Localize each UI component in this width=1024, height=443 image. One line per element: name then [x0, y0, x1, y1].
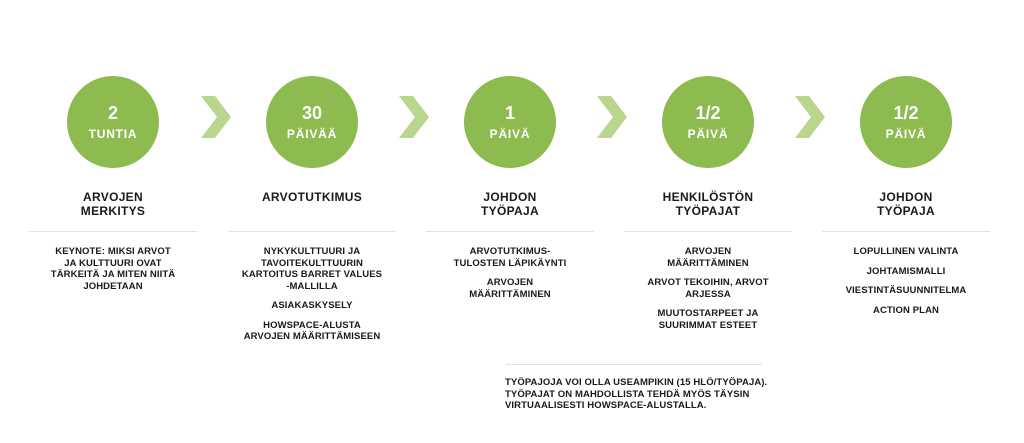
step-4-number: 1/2: [695, 103, 721, 123]
item-line: HOWSPACE-ALUSTA: [263, 319, 361, 331]
step-1-divider: [29, 231, 197, 232]
step-3-title: [425, 190, 595, 218]
step-3-unit: PÄIVÄ: [489, 127, 531, 141]
step-2-title-line: ARVOTUTKIMUS: [261, 190, 363, 204]
step-2-unit: PÄIVÄÄ: [286, 127, 338, 141]
item-line: KARTOITUS BARRET VALUES: [241, 269, 383, 280]
list-item: [226, 300, 398, 312]
step-4-divider: [624, 231, 792, 232]
step-4-unit: PÄIVÄ: [687, 127, 729, 141]
list-item: [424, 246, 596, 269]
list-item: [820, 246, 992, 258]
list-item: [622, 246, 794, 269]
item-line: MUUTOSTARPEET JA: [657, 308, 759, 319]
item-line: LOPULLINEN VALINTA: [853, 246, 959, 257]
step-2-items: [226, 246, 398, 351]
step-4-title-line: HENKILÖSTÖN: [662, 190, 754, 204]
note-line: TYÖPAJAT ON MAHDOLLISTA TEHDÄ MYÖS TÄYSIN: [505, 388, 750, 400]
list-item: [820, 305, 992, 317]
item-line: ASIAKASKYSELY: [271, 300, 353, 311]
step-5-title: [821, 190, 991, 218]
workshop-note: [505, 377, 835, 412]
step-1-unit: TUNTIA: [88, 127, 138, 141]
step-1-title: [28, 190, 198, 218]
item-line: JA KULTTUURI OVAT: [64, 257, 162, 269]
item-line: KEYNOTE: MIKSI ARVOT: [55, 246, 171, 257]
item-line: ARVOT TEKOIHIN, ARVOT: [647, 277, 769, 288]
step-5-items: [820, 246, 992, 324]
step-3-divider: [426, 231, 594, 232]
item-line: TÄRKEITÄ JA MITEN NIITÄ: [50, 269, 176, 280]
step-5-circle: [860, 76, 952, 168]
step-1-title-line: ARVOJEN: [83, 190, 143, 204]
item-line: JOHTAMISMALLI: [866, 265, 946, 277]
step-3-number: 1: [504, 103, 515, 123]
item-line: VIESTINTÄSUUNNITELMA: [845, 285, 967, 296]
step-3-circle: [464, 76, 556, 168]
step-1-number: 2: [107, 103, 118, 123]
step-5-title-line: JOHDON: [879, 190, 933, 204]
item-line: MÄÄRITTÄMINEN: [667, 257, 749, 269]
step-3-title-line: TYÖPAJA: [481, 204, 539, 218]
item-line: MÄÄRITTÄMINEN: [469, 288, 551, 300]
step-2-number: 30: [301, 103, 323, 123]
list-item: [820, 285, 992, 297]
item-line: JOHDETAAN: [83, 280, 143, 292]
item-line: ARVOTUTKIMUS-: [469, 246, 551, 257]
step-1-items: [27, 246, 199, 300]
note-line: VIRTUAALISESTI HOWSPACE-ALUSTALLA.: [505, 400, 707, 411]
item-line: ARVOJEN: [486, 277, 534, 288]
list-item: [622, 277, 794, 300]
step-4-circle: [662, 76, 754, 168]
step-1-circle: [67, 76, 159, 168]
chevron-right-icon: [795, 96, 825, 138]
item-line: TAVOITEKULTTUURIN: [261, 257, 363, 269]
item-line: SUURIMMAT ESTEET: [658, 319, 758, 331]
step-1-title-line: MERKITYS: [80, 204, 146, 218]
step-2-title: [227, 190, 397, 204]
item-line: -MALLILLA: [286, 280, 338, 292]
step-2-circle: [266, 76, 358, 168]
step-5-unit: PÄIVÄ: [885, 127, 927, 141]
list-item: [226, 246, 398, 292]
step-3-title-line: JOHDON: [483, 190, 537, 204]
list-item: [622, 308, 794, 331]
step-5-number: 1/2: [893, 103, 919, 123]
note-line: TYÖPAJOJA VOI OLLA USEAMPIKIN (15 HLÖ/TYÖPAJA).: [505, 377, 768, 388]
item-line: ARVOJEN: [684, 246, 732, 257]
step-5-title-line: TYÖPAJA: [877, 204, 935, 218]
chevron-right-icon: [201, 96, 231, 138]
list-item: [226, 320, 398, 343]
list-item: [27, 246, 199, 292]
chevron-right-icon: [597, 96, 627, 138]
step-4-title: [623, 190, 793, 218]
step-3-items: [424, 246, 596, 308]
item-line: TULOSTEN LÄPIKÄYNTI: [453, 257, 567, 269]
chevron-right-icon: [399, 96, 429, 138]
item-line: ARVOJEN MÄÄRITTÄMISEEN: [243, 331, 381, 342]
item-line: NYKYKULTTUURI JA: [263, 246, 361, 257]
list-item: [820, 266, 992, 278]
step-4-items: [622, 246, 794, 339]
item-line: ACTION PLAN: [872, 304, 939, 316]
step-2-divider: [228, 231, 396, 232]
step-5-divider: [822, 231, 990, 232]
step-4-title-line: TYÖPAJAT: [675, 204, 741, 218]
list-item: [424, 277, 596, 300]
item-line: ARJESSA: [685, 288, 731, 300]
note-divider: [506, 364, 762, 365]
